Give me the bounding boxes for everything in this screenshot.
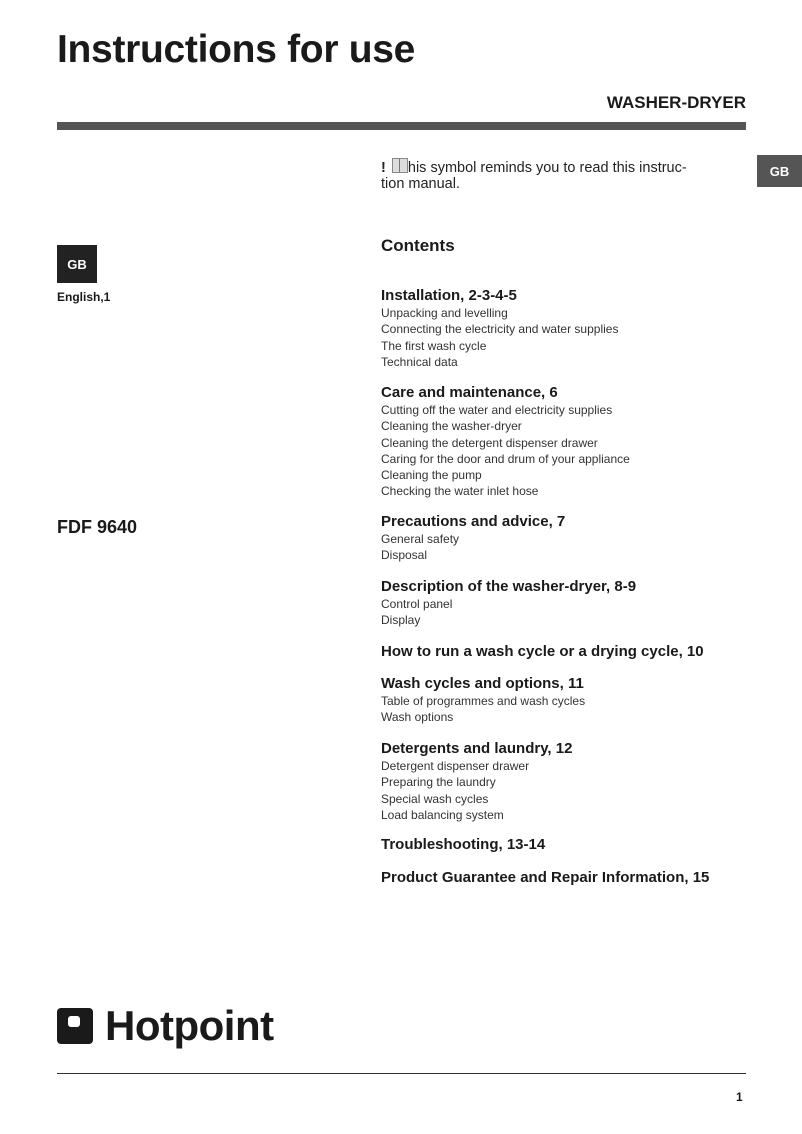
- contents-section: [381, 740, 572, 823]
- section-heading: Troubleshooting, 13-14: [381, 836, 546, 853]
- section-heading: Product Guarantee and Repair Information, 15: [381, 869, 710, 886]
- section-heading: Care and maintenance, 6: [381, 384, 558, 401]
- logo-text: Hotpoint: [105, 1002, 274, 1049]
- section-item: The first wash cycle: [381, 338, 487, 353]
- section-item: General safety: [381, 532, 460, 546]
- section-item: Special wash cycles: [381, 791, 489, 806]
- section-heading: How to run a wash cycle or a drying cycle, 10: [381, 643, 704, 660]
- section-item: Caring for the door and drum of your appliance: [381, 451, 630, 466]
- section-item: Table of programmes and wash cycles: [381, 694, 586, 708]
- contents-section: [381, 578, 636, 629]
- contents-section: [381, 513, 565, 564]
- section-item: Cutting off the water and electricity supplies: [381, 403, 613, 417]
- hotpoint-logo: [57, 1002, 274, 1050]
- contents-title: Contents: [381, 236, 455, 255]
- section-item: Display: [381, 613, 421, 628]
- section-item: Preparing the laundry: [381, 775, 496, 790]
- page-number: 1: [736, 1090, 743, 1104]
- section-item: Load balancing system: [381, 807, 504, 822]
- section-heading: Precautions and advice, 7: [381, 513, 566, 530]
- section-item: Detergent dispenser drawer: [381, 759, 530, 773]
- contents-section: [381, 287, 618, 370]
- document-title: Instructions for use: [57, 28, 416, 71]
- document-subtitle: WASHER-DRYER: [606, 93, 746, 112]
- section-item: Checking the water inlet hose: [381, 484, 539, 499]
- contents-section: [381, 675, 585, 726]
- contents-section: [381, 869, 709, 887]
- exclamation-mark: !: [381, 160, 386, 176]
- header-divider: [57, 122, 746, 130]
- note-line-2: tion manual.: [381, 176, 460, 192]
- section-heading: Installation, 2-3-4-5: [381, 287, 517, 304]
- language-badge: GB: [57, 245, 97, 283]
- book-icon: [392, 158, 408, 173]
- footer-divider: [57, 1073, 746, 1074]
- section-item: Control panel: [381, 597, 453, 611]
- section-heading: Wash cycles and options, 11: [381, 675, 584, 692]
- contents-section: [381, 384, 630, 500]
- language-tab: GB: [757, 155, 802, 187]
- model-number: FDF 9640: [57, 517, 138, 537]
- logo-mark-icon: [57, 1008, 93, 1044]
- note-line-1: his symbol reminds you to read this instruc-: [407, 160, 687, 176]
- section-item: Unpacking and levelling: [381, 306, 508, 320]
- section-item: Cleaning the pump: [381, 468, 482, 483]
- contents-section: [381, 836, 545, 854]
- section-heading: Detergents and laundry, 12: [381, 740, 573, 757]
- contents-section: [381, 643, 704, 661]
- section-item: Disposal: [381, 548, 428, 563]
- section-item: Wash options: [381, 710, 454, 725]
- section-item: Cleaning the detergent dispenser drawer: [381, 435, 598, 450]
- section-heading: Description of the washer-dryer, 8-9: [381, 578, 637, 595]
- section-item: Connecting the electricity and water supplies: [381, 322, 619, 337]
- section-item: Cleaning the washer-dryer: [381, 419, 522, 434]
- section-item: Technical data: [381, 354, 458, 369]
- manual-note: [381, 158, 687, 192]
- language-label: English,1: [57, 290, 111, 304]
